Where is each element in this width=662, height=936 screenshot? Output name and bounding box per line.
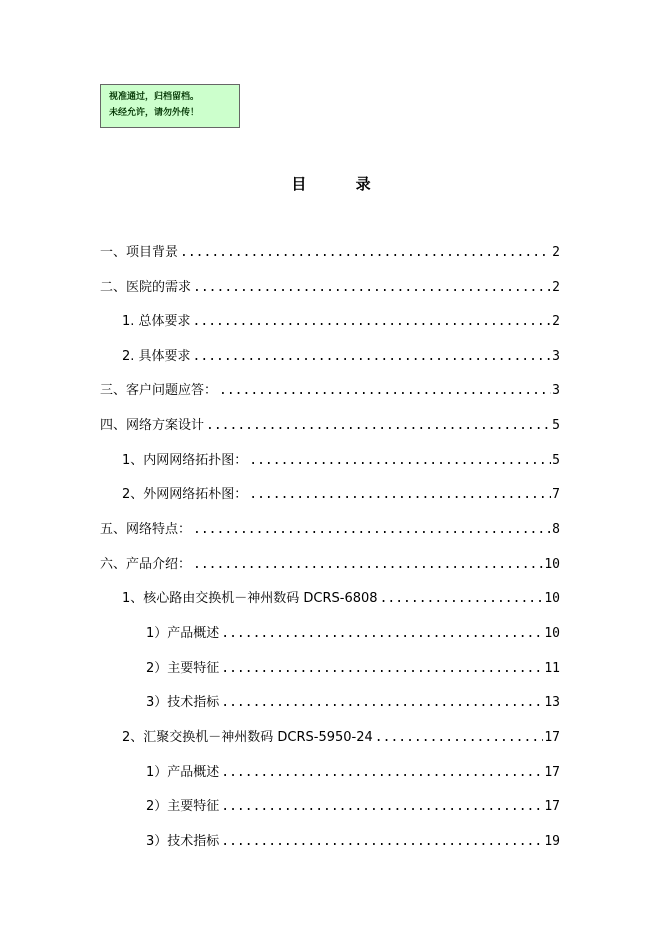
toc-dot-leader bbox=[221, 659, 543, 679]
toc-entry[interactable] bbox=[146, 832, 560, 852]
toc-entry-text: 四、网络方案设计 bbox=[100, 418, 205, 433]
toc-entry[interactable] bbox=[100, 416, 560, 436]
toc-entry-page: 5 bbox=[552, 418, 560, 433]
toc-entry-text: 二、医院的需求 bbox=[100, 280, 192, 295]
toc-dot-leader bbox=[221, 763, 543, 783]
toc-entry-text: 1）产品概述 bbox=[146, 626, 220, 641]
toc-entry-text: 3）技术指标 bbox=[146, 834, 220, 849]
toc-entry-text: 1）产品概述 bbox=[146, 765, 220, 780]
toc-entry-page: 10 bbox=[544, 591, 560, 606]
toc-entry[interactable] bbox=[146, 624, 560, 644]
toc-entry[interactable] bbox=[122, 347, 560, 367]
toc-entry[interactable] bbox=[100, 555, 560, 575]
toc-entry[interactable] bbox=[100, 520, 560, 540]
toc-entry-text: 1、内网网络拓扑图： bbox=[122, 453, 248, 468]
toc-entry-page: 17 bbox=[544, 765, 560, 780]
toc-dot-leader bbox=[193, 555, 543, 575]
toc-entry-page: 3 bbox=[552, 349, 560, 364]
toc-dot-leader bbox=[193, 520, 551, 540]
toc-entry-text: 一、项目背景 bbox=[100, 245, 179, 260]
toc-dot-leader bbox=[180, 243, 551, 263]
toc-entry-text: 3）技术指标 bbox=[146, 695, 220, 710]
toc-entry-page: 11 bbox=[544, 661, 560, 676]
toc-entry-page: 3 bbox=[552, 383, 560, 398]
toc-dot-leader bbox=[221, 693, 543, 713]
toc-entry-text: 六、产品介绍： bbox=[100, 557, 192, 572]
confidential-notice-box bbox=[100, 84, 240, 128]
toc-dot-leader bbox=[206, 416, 551, 436]
toc-entry-page: 5 bbox=[552, 453, 560, 468]
toc-entry-page: 2 bbox=[552, 245, 560, 260]
toc-entry-page: 2 bbox=[552, 280, 560, 295]
toc-entry-text: 2、外网网络拓朴图： bbox=[122, 487, 248, 502]
toc-entry[interactable] bbox=[122, 589, 560, 609]
toc-entry-text: 三、客户问题应答： bbox=[100, 383, 218, 398]
toc-entry-page: 19 bbox=[544, 834, 560, 849]
toc-dot-leader bbox=[221, 624, 543, 644]
toc-entry[interactable] bbox=[122, 451, 560, 471]
toc-entry[interactable] bbox=[122, 728, 560, 748]
toc-entry-page: 10 bbox=[544, 557, 560, 572]
toc-entry[interactable] bbox=[146, 659, 560, 679]
toc-entry-text: 1. 总体要求 bbox=[122, 314, 191, 329]
toc-entry-text: 2）主要特征 bbox=[146, 799, 220, 814]
toc-entry[interactable] bbox=[100, 243, 560, 263]
toc-entry-text: 2. 具体要求 bbox=[122, 349, 191, 364]
toc-entry-page: 17 bbox=[544, 799, 560, 814]
toc-entry-page: 8 bbox=[552, 522, 560, 537]
toc-dot-leader bbox=[380, 589, 544, 609]
toc-entry-page: 10 bbox=[544, 626, 560, 641]
toc-entry-page: 7 bbox=[552, 487, 560, 502]
toc-entry[interactable] bbox=[100, 278, 560, 298]
toc-dot-leader bbox=[221, 832, 543, 852]
toc-dot-leader bbox=[193, 278, 551, 298]
toc-entry[interactable] bbox=[100, 381, 560, 401]
toc-dot-leader bbox=[375, 728, 544, 748]
toc-entry-page: 17 bbox=[544, 730, 560, 745]
notice-line-1: 视准通过，归档留档。 bbox=[109, 92, 200, 102]
notice-line-2: 未经允许，请勿外传！ bbox=[109, 108, 200, 118]
toc-dot-leader bbox=[221, 797, 543, 817]
toc-entry[interactable] bbox=[146, 693, 560, 713]
toc-entry-text: 五、网络特点： bbox=[100, 522, 192, 537]
toc-entry-page: 13 bbox=[544, 695, 560, 710]
toc-dot-leader bbox=[249, 485, 551, 505]
toc-entry[interactable] bbox=[122, 485, 560, 505]
toc-entry[interactable] bbox=[146, 763, 560, 783]
toc-title: 目 录 bbox=[291, 175, 393, 193]
toc-entry-page: 2 bbox=[552, 314, 560, 329]
toc-dot-leader bbox=[193, 347, 552, 367]
toc-entry[interactable] bbox=[146, 797, 560, 817]
toc-entry-text: 2、汇聚交换机－神州数码 DCRS-5950-24 bbox=[122, 730, 373, 745]
toc-dot-leader bbox=[219, 381, 551, 401]
toc-entry-text: 2）主要特征 bbox=[146, 661, 220, 676]
toc-dot-leader bbox=[249, 451, 551, 471]
toc-entry-text: 1、核心路由交换机－神州数码 DCRS-6808 bbox=[122, 591, 378, 606]
toc-entry[interactable] bbox=[122, 312, 560, 332]
toc-dot-leader bbox=[193, 312, 552, 332]
